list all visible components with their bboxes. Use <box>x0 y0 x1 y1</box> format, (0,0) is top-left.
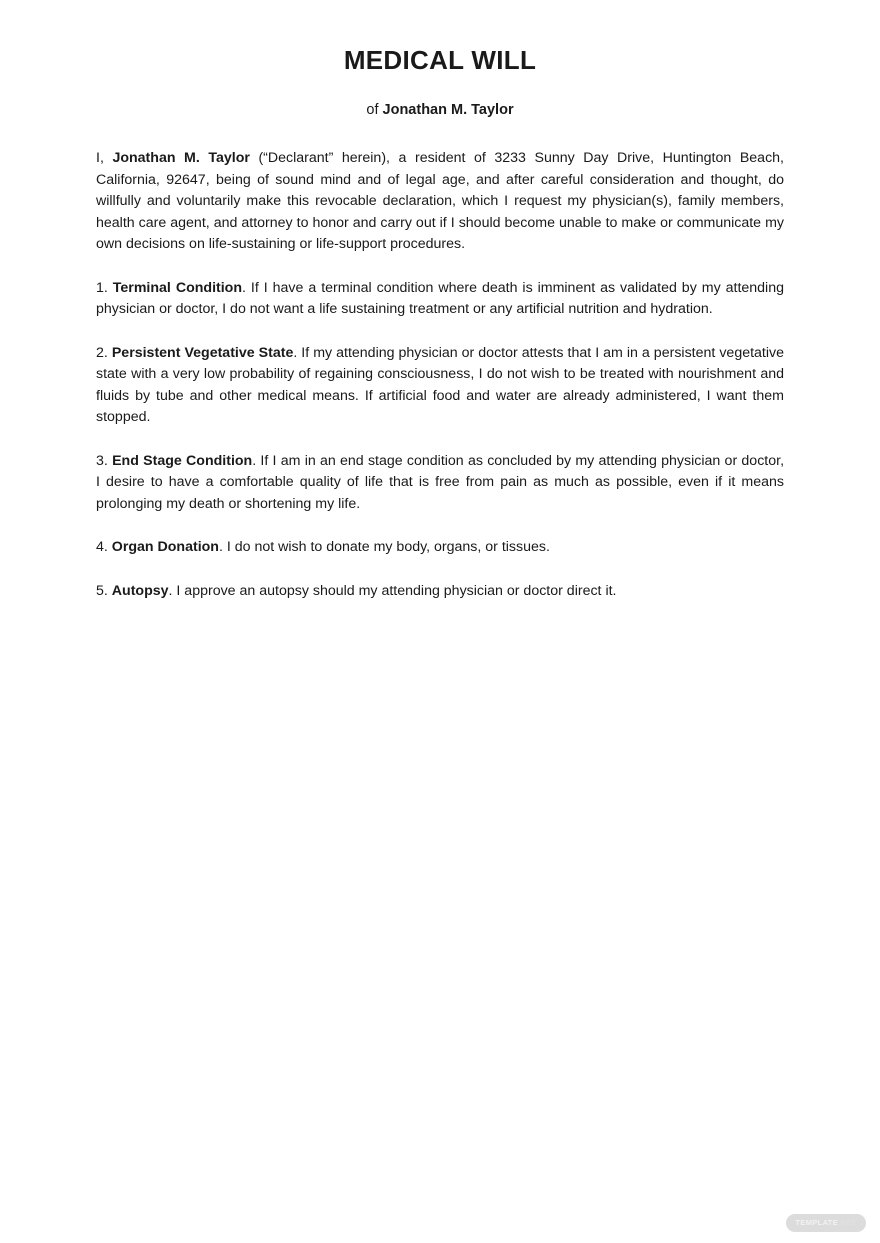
watermark-main-text: TEMPLATE <box>795 1218 839 1227</box>
clause-number: 2. <box>96 344 112 361</box>
subtitle-prefix: of <box>366 102 383 118</box>
declarant-name: Jonathan M. Taylor <box>382 102 514 118</box>
clause-text: . If my attending physician or doctor attests that I am in a persistent vegetative state with a very low probability of regaining consciousness, I do not wish to be treated with nourishment and fluids by tube and other medical means. If artificial food and water are already administered, I want them stopped. <box>96 344 785 425</box>
intro-paragraph <box>96 120 784 256</box>
clause-heading: Autopsy <box>111 582 169 599</box>
clause-organ-donation <box>96 515 784 559</box>
clause-end-stage-condition <box>96 429 784 516</box>
clause-heading: Terminal Condition <box>112 279 243 296</box>
watermark-tld-text: .NET <box>838 1218 857 1227</box>
clause-text: . If I have a terminal condition where death is imminent as validated by my attending physician or doctor, I do not want a life sustaining treatment or any artificial nutrition and hydration. <box>96 279 784 317</box>
clause-heading: Persistent Vegetative State <box>111 344 294 361</box>
clause-number: 5. <box>96 582 112 599</box>
clause-number: 4. <box>96 539 112 555</box>
document-subtitle <box>96 76 784 120</box>
clause-heading: End Stage Condition <box>112 452 253 469</box>
page-title: MEDICAL WILL <box>343 45 537 75</box>
clause-text: . I do not wish to donate my body, organs, or tissues. <box>218 539 550 555</box>
clause-heading: Organ Donation <box>111 539 219 555</box>
clause-number: 1. <box>96 279 113 296</box>
clause-number: 3. <box>96 452 113 469</box>
clause-text: . I approve an autopsy should my attending physician or doctor direct it. <box>168 582 617 599</box>
intro-post-name: (“Declarant” herein), a resident of 3233 Sunny Day Drive, Huntington Beach, California, 92647, being of sound mind and of legal age, and after careful consideration and thought, do willfully and voluntarily make this revocable declaration, which I request my physician(s), family members, health care agent, and attorney to honor and carry out if I should become unable to make or communicate my own decisions on life-sustaining or life-support procedures. <box>96 150 784 252</box>
intro-pre-name: I, <box>96 150 113 166</box>
clause-persistent-vegetative-state <box>96 321 784 429</box>
template-net-watermark <box>786 1214 866 1232</box>
clause-terminal-condition <box>96 256 784 321</box>
document-content <box>96 0 784 602</box>
clause-text: . If I am in an end stage condition as concluded by my attending physician or doctor, I desire to have a comfortable quality of life that is free from pain as much as possible, even if it means prolonging my death or shortening my life. <box>96 452 785 512</box>
clause-autopsy <box>96 559 784 603</box>
intro-declarant-name: Jonathan M. Taylor <box>112 150 250 166</box>
